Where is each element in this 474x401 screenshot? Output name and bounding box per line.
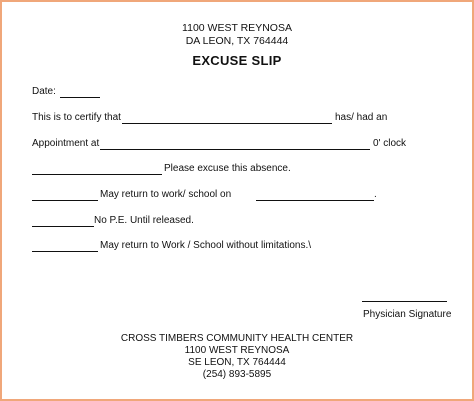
footer-address-line2: SE LEON, TX 764444 [188, 357, 286, 368]
has-had-label: has/ had an [335, 112, 388, 123]
page-title: EXCUSE SLIP [192, 53, 282, 68]
appointment-label: Appointment at [32, 138, 100, 149]
header-address-line2: DA LEON, TX 764444 [185, 35, 289, 47]
footer-address-line1: 1100 WEST REYNOSA [184, 345, 290, 356]
appointment-time-field-line[interactable] [100, 149, 370, 150]
date-field-line[interactable] [60, 97, 100, 98]
no-limits-check-line[interactable] [32, 251, 98, 252]
return-period: . [374, 189, 377, 200]
return-no-limits-text: May return to Work / School without limitations.\ [100, 240, 312, 251]
header-address-line1: 1100 WEST REYNOSA [182, 22, 292, 34]
physician-signature-label: Physician Signature [363, 309, 452, 320]
physician-signature-line[interactable] [362, 301, 447, 302]
no-pe-check-line[interactable] [32, 226, 94, 227]
footer-org-name: CROSS TIMBERS COMMUNITY HEALTH CENTER [120, 333, 354, 344]
date-label: Date: [32, 86, 56, 97]
oclock-label: 0' clock [373, 138, 407, 149]
footer-phone: (254) 893-5895 [202, 369, 272, 380]
excuse-field-line[interactable] [32, 174, 162, 175]
no-pe-text: No P.E. Until released. [94, 215, 194, 226]
certify-label: This is to certify that [32, 112, 121, 123]
return-check-line[interactable] [32, 200, 98, 201]
patient-name-field-line[interactable] [122, 123, 332, 124]
return-date-field-line[interactable] [256, 200, 374, 201]
please-excuse-text: Please excuse this absence. [164, 163, 291, 174]
may-return-text: May return to work/ school on [100, 189, 232, 200]
